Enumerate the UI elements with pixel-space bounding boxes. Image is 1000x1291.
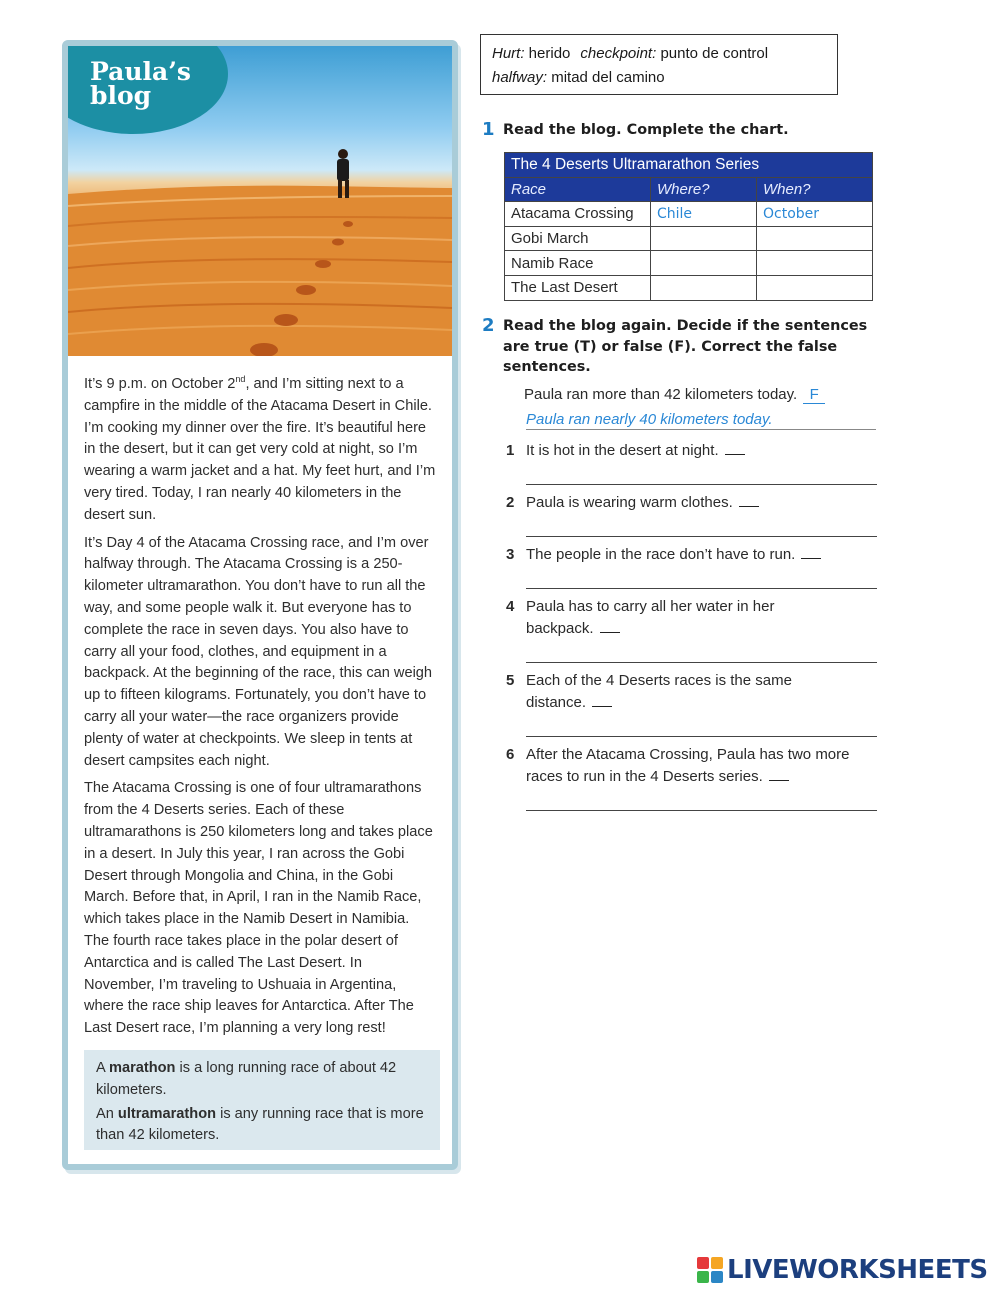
answer-line-3[interactable] xyxy=(526,588,877,589)
chart-title: The 4 Deserts Ultramarathon Series xyxy=(505,153,873,178)
blog-text xyxy=(68,356,452,1040)
example-answer: Paula ran nearly 40 kilometers today. xyxy=(526,411,876,430)
exercise-1-heading: 1 Read the blog. Complete the chart. xyxy=(482,119,789,140)
question-6: 6 After the Atacama Crossing, Paula has two more races to run in the 4 Deserts series. xyxy=(506,746,850,785)
blog-card xyxy=(62,40,458,1170)
answer-where-4[interactable] xyxy=(651,275,757,300)
liveworksheets-logo xyxy=(697,1255,988,1285)
tf-blank-5[interactable] xyxy=(592,693,612,707)
answer-where-2[interactable] xyxy=(651,226,757,251)
table-row: Gobi March xyxy=(505,226,873,251)
blog-paragraph-3: The Atacama Crossing is one of four ultramarathons from the 4 Deserts series. Each of these ultramarathons is 250 kilometers long and takes place in a desert. In July this year, I ran across the Gobi Desert through Mongolia and China, in the Gobi March. Before that, in April, I ran in the Namib Race, which takes place in the Namib Desert in Namibia. The fourth race takes place in the polar desert of Antarctica and is called The Last Desert. In November, I’m traveling to Ushuaia in Argentina, where the race ship leaves for Antarctica. After The Last Desert race, I’m planning a very long rest! xyxy=(84,780,433,1037)
definition-box xyxy=(84,1050,440,1150)
col-where: Where? xyxy=(651,177,757,202)
question-2: 2 Paula is wearing warm clothes. xyxy=(506,492,876,514)
desert-photo xyxy=(68,46,452,356)
answer-line-4[interactable] xyxy=(526,662,877,663)
answer-line-6[interactable] xyxy=(526,810,877,811)
tf-blank-4[interactable] xyxy=(600,619,620,633)
question-4: 4 Paula has to carry all her water in her backpack. xyxy=(506,598,775,637)
question-3: 3 The people in the race don’t have to run. xyxy=(506,544,876,566)
col-race: Race xyxy=(505,177,651,202)
answer-when-3[interactable] xyxy=(757,251,873,276)
tf-blank-2[interactable] xyxy=(739,493,759,507)
table-row: Namib Race xyxy=(505,251,873,276)
logo-text: LIVEWORKSHEETS xyxy=(727,1255,988,1285)
blog-title: Paula’s blog xyxy=(90,57,191,110)
definition-marathon: A marathon is a long running race of about 42 kilometers. xyxy=(96,1060,397,1098)
vocabulary-box: Hurt: herido checkpoint: punto de control halfway: mitad del camino xyxy=(480,34,838,95)
tf-blank-6[interactable] xyxy=(769,767,789,781)
blog-paragraph-1: It’s 9 p.m. on October 2nd, and I’m sitting next to a campfire in the middle of the Atacama Desert in Chile. I’m cooking my dinner over the fire. It’s beautiful here in the desert, but it can get very cold at night, so I’m wearing a warm jacket and a hat. My feet hurt, and I’m very tired. Today, I ran nearly 40 kilometers in the desert sun. xyxy=(84,374,436,523)
answer-line-2[interactable] xyxy=(526,536,877,537)
table-row: Atacama Crossing Chile October xyxy=(505,202,873,227)
answer-where-1[interactable]: Chile xyxy=(651,202,757,227)
deserts-chart xyxy=(504,152,873,301)
tf-blank-3[interactable] xyxy=(801,545,821,559)
answer-when-4[interactable] xyxy=(757,275,873,300)
exercise-2-heading: 2 Read the blog again. Decide if the sentences are true (T) or false (F). Correct the false sentences. xyxy=(482,315,868,375)
answer-when-2[interactable] xyxy=(757,226,873,251)
blog-paragraph-2: It’s Day 4 of the Atacama Crossing race, and I’m over halfway through. The Atacama Crossing is a 250-kilometer ultramarathon. You don’t have to run all the way, and some people walk it. But everyone has to complete the race in seven days. You also have to carry all your food, clothes, and equipment in a backpack. At the beginning of the race, this can weigh up to fifteen kilograms. Fortunately, you don’t have to carry all your water—the race organizers provide plenty of water at checkpoints. We sleep in tents at desert campsites each night. xyxy=(84,534,433,769)
col-when: When? xyxy=(757,177,873,202)
answer-when-1[interactable]: October xyxy=(757,202,873,227)
answer-line-5[interactable] xyxy=(526,736,877,737)
logo-icon xyxy=(697,1257,723,1283)
definition-ultramarathon: An ultramarathon is any running race that is more than 42 kilometers. xyxy=(96,1105,424,1144)
question-1: 1 It is hot in the desert at night. xyxy=(506,440,876,462)
question-5: 5 Each of the 4 Deserts races is the same distance. xyxy=(506,672,792,711)
table-row: The Last Desert xyxy=(505,275,873,300)
answer-where-3[interactable] xyxy=(651,251,757,276)
example-sentence: Paula ran more than 42 kilometers today. F xyxy=(524,386,825,404)
tf-blank-1[interactable] xyxy=(725,441,745,455)
answer-line-1[interactable] xyxy=(526,484,877,485)
example-mark: F xyxy=(803,386,825,404)
